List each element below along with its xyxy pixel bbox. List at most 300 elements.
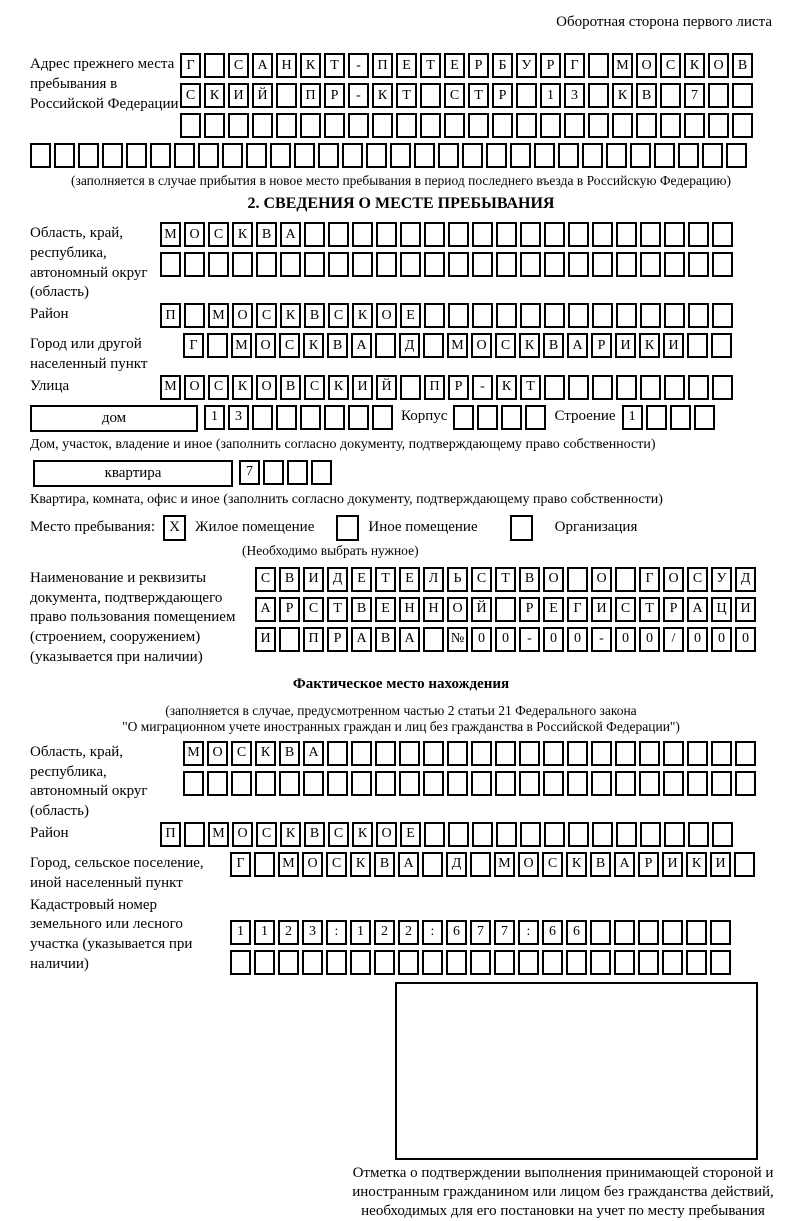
char-cell[interactable]	[567, 741, 588, 766]
char-cell[interactable]: А	[303, 741, 324, 766]
char-cell[interactable]	[300, 405, 321, 430]
char-cell[interactable]	[447, 741, 468, 766]
char-cell[interactable]	[448, 222, 469, 247]
char-cell[interactable]	[544, 252, 565, 277]
char-cell[interactable]: Е	[444, 53, 465, 78]
char-cell[interactable]: П	[300, 83, 321, 108]
char-cell[interactable]: У	[516, 53, 537, 78]
char-cell[interactable]	[615, 567, 636, 592]
char-cell[interactable]: Б	[492, 53, 513, 78]
char-cell[interactable]	[686, 920, 707, 945]
char-cell[interactable]	[590, 950, 611, 975]
char-cell[interactable]: 1	[254, 920, 275, 945]
char-cell[interactable]	[687, 741, 708, 766]
dom-box[interactable]	[30, 405, 198, 432]
char-cell[interactable]	[518, 950, 539, 975]
char-cell[interactable]: К	[204, 83, 225, 108]
char-cell[interactable]	[519, 771, 540, 796]
char-cell[interactable]: С	[495, 333, 516, 358]
char-cell[interactable]	[710, 950, 731, 975]
char-cell[interactable]	[470, 950, 491, 975]
char-cell[interactable]: -	[348, 83, 369, 108]
char-cell[interactable]: 0	[615, 627, 636, 652]
char-cell[interactable]: И	[228, 83, 249, 108]
char-cell[interactable]	[422, 950, 443, 975]
char-cell[interactable]: О	[256, 375, 277, 400]
char-cell[interactable]	[688, 222, 709, 247]
char-cell[interactable]: М	[208, 822, 229, 847]
char-cell[interactable]	[520, 303, 541, 328]
char-cell[interactable]: Н	[423, 597, 444, 622]
char-cell[interactable]	[424, 252, 445, 277]
char-cell[interactable]: 0	[543, 627, 564, 652]
char-cell[interactable]	[420, 113, 441, 138]
char-cell[interactable]	[230, 950, 251, 975]
char-cell[interactable]: 1	[622, 405, 643, 430]
char-cell[interactable]: С	[256, 303, 277, 328]
char-cell[interactable]: Р	[519, 597, 540, 622]
char-cell[interactable]	[304, 222, 325, 247]
char-cell[interactable]: К	[255, 741, 276, 766]
char-cell[interactable]	[616, 303, 637, 328]
char-cell[interactable]	[400, 222, 421, 247]
char-cell[interactable]	[372, 113, 393, 138]
char-cell[interactable]: К	[519, 333, 540, 358]
char-cell[interactable]: С	[303, 597, 324, 622]
char-cell[interactable]: Р	[492, 83, 513, 108]
char-cell[interactable]: 0	[495, 627, 516, 652]
char-cell[interactable]: Г	[180, 53, 201, 78]
char-cell[interactable]: -	[472, 375, 493, 400]
char-cell[interactable]	[640, 222, 661, 247]
char-cell[interactable]	[688, 375, 709, 400]
char-cell[interactable]	[712, 822, 733, 847]
char-cell[interactable]	[150, 143, 171, 168]
char-cell[interactable]: 2	[278, 920, 299, 945]
char-cell[interactable]: Р	[638, 852, 659, 877]
char-cell[interactable]	[694, 405, 715, 430]
char-cell[interactable]	[534, 143, 555, 168]
char-cell[interactable]: Т	[639, 597, 660, 622]
char-cell[interactable]	[472, 303, 493, 328]
char-cell[interactable]	[496, 252, 517, 277]
char-cell[interactable]: Ь	[447, 567, 468, 592]
char-cell[interactable]	[351, 771, 372, 796]
char-cell[interactable]	[232, 252, 253, 277]
char-cell[interactable]	[342, 143, 363, 168]
char-cell[interactable]	[708, 113, 729, 138]
char-cell[interactable]	[324, 405, 345, 430]
char-cell[interactable]	[566, 950, 587, 975]
char-cell[interactable]	[614, 920, 635, 945]
char-cell[interactable]: 0	[639, 627, 660, 652]
char-cell[interactable]	[564, 113, 585, 138]
char-cell[interactable]: 2	[398, 920, 419, 945]
char-cell[interactable]: К	[352, 822, 373, 847]
char-cell[interactable]: Г	[639, 567, 660, 592]
char-cell[interactable]	[183, 771, 204, 796]
char-cell[interactable]: Р	[448, 375, 469, 400]
char-cell[interactable]	[302, 950, 323, 975]
char-cell[interactable]	[591, 741, 612, 766]
char-cell[interactable]: В	[279, 567, 300, 592]
char-cell[interactable]: В	[374, 852, 395, 877]
char-cell[interactable]	[300, 113, 321, 138]
char-cell[interactable]	[592, 822, 613, 847]
char-cell[interactable]	[423, 741, 444, 766]
char-cell[interactable]: К	[352, 303, 373, 328]
char-cell[interactable]: 2	[374, 920, 395, 945]
char-cell[interactable]: О	[543, 567, 564, 592]
char-cell[interactable]	[492, 113, 513, 138]
char-cell[interactable]	[688, 822, 709, 847]
char-cell[interactable]: Н	[399, 597, 420, 622]
char-cell[interactable]	[544, 375, 565, 400]
char-cell[interactable]	[375, 333, 396, 358]
char-cell[interactable]	[520, 822, 541, 847]
char-cell[interactable]	[638, 920, 659, 945]
char-cell[interactable]	[256, 252, 277, 277]
char-cell[interactable]	[615, 771, 636, 796]
char-cell[interactable]	[711, 333, 732, 358]
char-cell[interactable]: С	[328, 303, 349, 328]
char-cell[interactable]	[612, 113, 633, 138]
char-cell[interactable]	[678, 143, 699, 168]
char-cell[interactable]: П	[160, 303, 181, 328]
char-cell[interactable]	[424, 822, 445, 847]
char-cell[interactable]: 1	[350, 920, 371, 945]
char-cell[interactable]	[520, 252, 541, 277]
char-cell[interactable]	[375, 741, 396, 766]
char-cell[interactable]: О	[591, 567, 612, 592]
char-cell[interactable]	[252, 113, 273, 138]
char-cell[interactable]: О	[636, 53, 657, 78]
checkbox-inoe[interactable]	[336, 515, 359, 541]
char-cell[interactable]: О	[376, 822, 397, 847]
char-cell[interactable]	[472, 252, 493, 277]
char-cell[interactable]	[374, 950, 395, 975]
char-cell[interactable]	[590, 920, 611, 945]
char-cell[interactable]	[280, 252, 301, 277]
char-cell[interactable]: А	[252, 53, 273, 78]
char-cell[interactable]	[279, 627, 300, 652]
char-cell[interactable]: :	[518, 920, 539, 945]
char-cell[interactable]	[477, 405, 498, 430]
checkbox-organizatsiya[interactable]	[510, 515, 533, 541]
char-cell[interactable]: Р	[540, 53, 561, 78]
char-cell[interactable]: К	[350, 852, 371, 877]
char-cell[interactable]	[204, 113, 225, 138]
char-cell[interactable]: О	[232, 822, 253, 847]
char-cell[interactable]	[519, 741, 540, 766]
char-cell[interactable]: Д	[446, 852, 467, 877]
char-cell[interactable]	[542, 950, 563, 975]
char-cell[interactable]	[543, 771, 564, 796]
char-cell[interactable]	[448, 822, 469, 847]
char-cell[interactable]	[348, 113, 369, 138]
char-cell[interactable]: /	[663, 627, 684, 652]
char-cell[interactable]: Т	[396, 83, 417, 108]
char-cell[interactable]	[376, 222, 397, 247]
char-cell[interactable]: В	[590, 852, 611, 877]
char-cell[interactable]: О	[302, 852, 323, 877]
char-cell[interactable]	[376, 252, 397, 277]
char-cell[interactable]: К	[232, 222, 253, 247]
char-cell[interactable]: Д	[735, 567, 756, 592]
char-cell[interactable]: О	[518, 852, 539, 877]
char-cell[interactable]	[568, 222, 589, 247]
char-cell[interactable]: А	[255, 597, 276, 622]
char-cell[interactable]: К	[566, 852, 587, 877]
char-cell[interactable]	[372, 405, 393, 430]
char-cell[interactable]	[670, 405, 691, 430]
char-cell[interactable]	[447, 771, 468, 796]
char-cell[interactable]: Г	[564, 53, 585, 78]
char-cell[interactable]: В	[304, 303, 325, 328]
char-cell[interactable]: О	[255, 333, 276, 358]
char-cell[interactable]	[588, 113, 609, 138]
char-cell[interactable]	[568, 303, 589, 328]
char-cell[interactable]: О	[663, 567, 684, 592]
char-cell[interactable]: И	[710, 852, 731, 877]
char-cell[interactable]: О	[471, 333, 492, 358]
char-cell[interactable]	[688, 303, 709, 328]
char-cell[interactable]: Т	[468, 83, 489, 108]
char-cell[interactable]	[472, 822, 493, 847]
char-cell[interactable]: К	[684, 53, 705, 78]
char-cell[interactable]: В	[327, 333, 348, 358]
char-cell[interactable]	[453, 405, 474, 430]
char-cell[interactable]: М	[208, 303, 229, 328]
char-cell[interactable]	[735, 771, 756, 796]
char-cell[interactable]: К	[300, 53, 321, 78]
char-cell[interactable]	[279, 771, 300, 796]
char-cell[interactable]: С	[279, 333, 300, 358]
char-cell[interactable]: В	[280, 375, 301, 400]
char-cell[interactable]: 7	[494, 920, 515, 945]
char-cell[interactable]	[567, 567, 588, 592]
char-cell[interactable]: Е	[351, 567, 372, 592]
char-cell[interactable]	[638, 950, 659, 975]
char-cell[interactable]	[424, 222, 445, 247]
char-cell[interactable]	[174, 143, 195, 168]
char-cell[interactable]: Е	[400, 822, 421, 847]
char-cell[interactable]: С	[615, 597, 636, 622]
char-cell[interactable]: С	[471, 567, 492, 592]
char-cell[interactable]	[592, 303, 613, 328]
char-cell[interactable]	[328, 252, 349, 277]
char-cell[interactable]	[732, 113, 753, 138]
char-cell[interactable]: А	[687, 597, 708, 622]
char-cell[interactable]	[30, 143, 51, 168]
char-cell[interactable]: А	[280, 222, 301, 247]
char-cell[interactable]	[327, 771, 348, 796]
char-cell[interactable]	[525, 405, 546, 430]
char-cell[interactable]: Ц	[711, 597, 732, 622]
char-cell[interactable]: 7	[684, 83, 705, 108]
char-cell[interactable]	[710, 920, 731, 945]
char-cell[interactable]: М	[183, 741, 204, 766]
char-cell[interactable]	[640, 303, 661, 328]
char-cell[interactable]	[276, 83, 297, 108]
char-cell[interactable]	[614, 950, 635, 975]
char-cell[interactable]	[592, 222, 613, 247]
char-cell[interactable]: В	[375, 627, 396, 652]
char-cell[interactable]	[318, 143, 339, 168]
char-cell[interactable]	[664, 375, 685, 400]
char-cell[interactable]	[263, 460, 284, 485]
char-cell[interactable]: М	[231, 333, 252, 358]
char-cell[interactable]	[423, 333, 444, 358]
char-cell[interactable]: С	[180, 83, 201, 108]
char-cell[interactable]: Р	[324, 83, 345, 108]
char-cell[interactable]: У	[711, 567, 732, 592]
char-cell[interactable]: С	[228, 53, 249, 78]
char-cell[interactable]: К	[280, 822, 301, 847]
char-cell[interactable]	[686, 950, 707, 975]
char-cell[interactable]	[231, 771, 252, 796]
char-cell[interactable]	[567, 771, 588, 796]
char-cell[interactable]	[630, 143, 651, 168]
char-cell[interactable]: М	[447, 333, 468, 358]
char-cell[interactable]: К	[280, 303, 301, 328]
char-cell[interactable]	[398, 950, 419, 975]
char-cell[interactable]	[287, 460, 308, 485]
char-cell[interactable]	[664, 822, 685, 847]
char-cell[interactable]	[558, 143, 579, 168]
char-cell[interactable]: П	[303, 627, 324, 652]
char-cell[interactable]	[375, 771, 396, 796]
char-cell[interactable]: П	[424, 375, 445, 400]
char-cell[interactable]	[496, 222, 517, 247]
char-cell[interactable]	[568, 252, 589, 277]
char-cell[interactable]	[254, 852, 275, 877]
char-cell[interactable]	[276, 405, 297, 430]
char-cell[interactable]: В	[636, 83, 657, 108]
char-cell[interactable]	[688, 252, 709, 277]
char-cell[interactable]	[616, 375, 637, 400]
char-cell[interactable]	[544, 303, 565, 328]
char-cell[interactable]	[252, 405, 273, 430]
char-cell[interactable]: И	[303, 567, 324, 592]
char-cell[interactable]	[540, 113, 561, 138]
char-cell[interactable]: №	[447, 627, 468, 652]
char-cell[interactable]	[639, 771, 660, 796]
char-cell[interactable]	[471, 771, 492, 796]
char-cell[interactable]: П	[372, 53, 393, 78]
char-cell[interactable]	[616, 252, 637, 277]
char-cell[interactable]: Е	[375, 597, 396, 622]
char-cell[interactable]: М	[278, 852, 299, 877]
char-cell[interactable]	[462, 143, 483, 168]
char-cell[interactable]: С	[304, 375, 325, 400]
char-cell[interactable]: М	[494, 852, 515, 877]
char-cell[interactable]	[423, 627, 444, 652]
char-cell[interactable]	[712, 222, 733, 247]
char-cell[interactable]	[662, 920, 683, 945]
char-cell[interactable]: М	[612, 53, 633, 78]
char-cell[interactable]: 3	[302, 920, 323, 945]
char-cell[interactable]	[471, 741, 492, 766]
char-cell[interactable]	[348, 405, 369, 430]
char-cell[interactable]	[399, 771, 420, 796]
char-cell[interactable]	[712, 303, 733, 328]
char-cell[interactable]: И	[735, 597, 756, 622]
char-cell[interactable]: Т	[375, 567, 396, 592]
char-cell[interactable]	[444, 113, 465, 138]
char-cell[interactable]: К	[372, 83, 393, 108]
char-cell[interactable]: К	[639, 333, 660, 358]
char-cell[interactable]	[660, 113, 681, 138]
char-cell[interactable]: С	[660, 53, 681, 78]
char-cell[interactable]: -	[519, 627, 540, 652]
char-cell[interactable]	[208, 252, 229, 277]
char-cell[interactable]: В	[543, 333, 564, 358]
char-cell[interactable]	[711, 771, 732, 796]
char-cell[interactable]	[494, 950, 515, 975]
char-cell[interactable]: И	[662, 852, 683, 877]
char-cell[interactable]: В	[351, 597, 372, 622]
char-cell[interactable]	[636, 113, 657, 138]
char-cell[interactable]	[448, 252, 469, 277]
char-cell[interactable]: 6	[446, 920, 467, 945]
char-cell[interactable]	[639, 741, 660, 766]
char-cell[interactable]: О	[376, 303, 397, 328]
char-cell[interactable]: С	[326, 852, 347, 877]
char-cell[interactable]: И	[591, 597, 612, 622]
char-cell[interactable]: К	[328, 375, 349, 400]
char-cell[interactable]	[399, 741, 420, 766]
char-cell[interactable]	[712, 375, 733, 400]
char-cell[interactable]	[588, 83, 609, 108]
char-cell[interactable]	[180, 113, 201, 138]
char-cell[interactable]	[327, 741, 348, 766]
char-cell[interactable]: К	[686, 852, 707, 877]
char-cell[interactable]	[654, 143, 675, 168]
char-cell[interactable]	[708, 83, 729, 108]
char-cell[interactable]	[352, 222, 373, 247]
char-cell[interactable]: 1	[540, 83, 561, 108]
char-cell[interactable]	[328, 222, 349, 247]
char-cell[interactable]: В	[256, 222, 277, 247]
char-cell[interactable]	[278, 950, 299, 975]
char-cell[interactable]	[544, 222, 565, 247]
char-cell[interactable]	[446, 950, 467, 975]
char-cell[interactable]	[423, 771, 444, 796]
char-cell[interactable]	[568, 375, 589, 400]
char-cell[interactable]	[712, 252, 733, 277]
char-cell[interactable]	[734, 852, 755, 877]
char-cell[interactable]: 0	[471, 627, 492, 652]
char-cell[interactable]	[78, 143, 99, 168]
char-cell[interactable]	[702, 143, 723, 168]
char-cell[interactable]: 6	[542, 920, 563, 945]
char-cell[interactable]: О	[708, 53, 729, 78]
char-cell[interactable]	[126, 143, 147, 168]
char-cell[interactable]: А	[351, 627, 372, 652]
char-cell[interactable]: Р	[279, 597, 300, 622]
char-cell[interactable]: Й	[376, 375, 397, 400]
char-cell[interactable]: О	[207, 741, 228, 766]
char-cell[interactable]	[198, 143, 219, 168]
char-cell[interactable]: 1	[230, 920, 251, 945]
char-cell[interactable]	[184, 303, 205, 328]
char-cell[interactable]	[687, 333, 708, 358]
char-cell[interactable]	[438, 143, 459, 168]
char-cell[interactable]: 0	[711, 627, 732, 652]
char-cell[interactable]	[222, 143, 243, 168]
char-cell[interactable]: В	[279, 741, 300, 766]
